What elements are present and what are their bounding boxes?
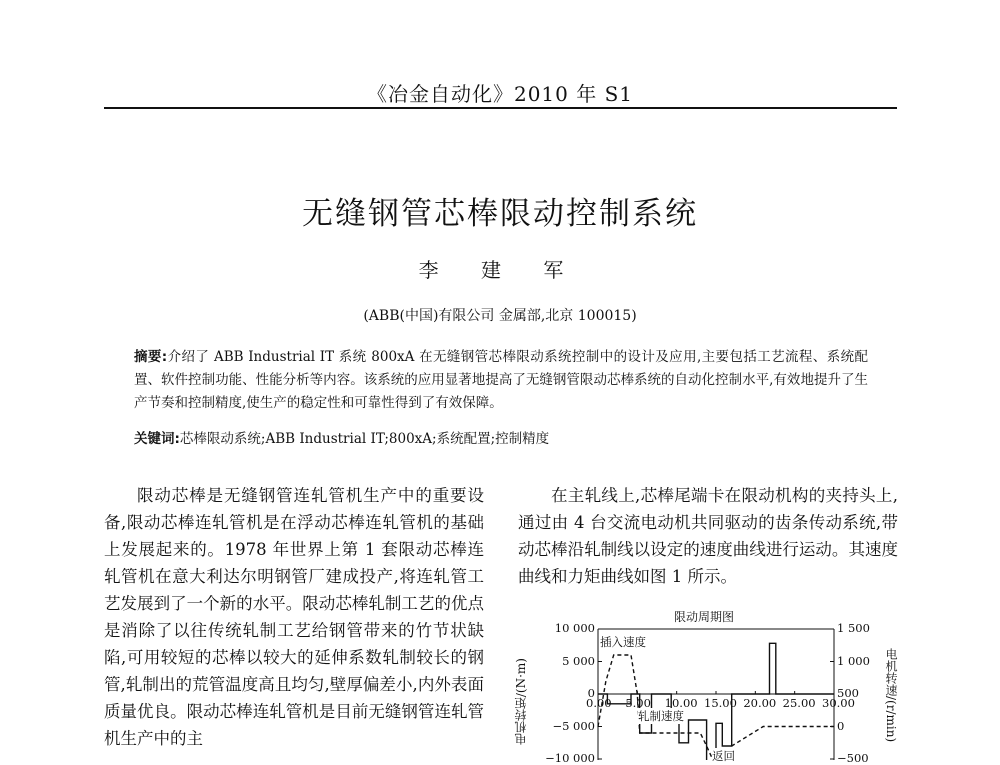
keywords-label: 关键词: [134,431,180,447]
abstract-label: 摘要: [134,349,168,365]
annotation-return: 返回 [712,749,735,763]
x-tick-label: 15.00 [704,696,737,710]
y-left-tick-label: −5 000 [552,718,595,733]
x-tick-label: 20.00 [743,696,777,710]
x-tick-label: 5.00 [625,696,651,710]
keywords-text: 芯棒限动系统;ABB Industrial IT;800xA;系统配置;控制精度 [179,431,550,447]
x-tick-label: 0.00 [586,696,612,710]
abstract-text: 介绍了 ABB Industrial IT 系统 800xA 在无缝钢管芯棒限动系统控制中的设计及应用,主要包括工艺流程、系统配置、软件控制功能、性能分析等内容。该系统的应用显著地提高了无缝钢管限动芯棒系统的自动化控制水平,有效地提升了生产节奏和控制精度,使生产的稳定性和可靠性得到了有效保障。 [134,349,868,411]
y-right-tick-label: 0 [837,718,845,733]
body-right-column [518,482,898,590]
y-left-tick-label: 10 000 [554,621,595,635]
affiliation: (ABB(中国)有限公司 金属部,北京 100015) [363,308,637,324]
y-right-tick-label: 500 [837,686,859,700]
article-title: 无缝钢管芯棒限动控制系统 [302,196,698,232]
body-paragraph: 在主轧线上,芯棒尾端卡在限动机构的夹持头上,通过由 4 台交流电动机共同驱动的齿条传动系统,带动芯棒沿轧制线以设定的速度曲线进行运动。其速度曲线和力矩曲线如图 1 所示。 [518,486,898,586]
y-left-axis-label: 电机转矩/(N·m) [514,658,528,746]
y-left-tick-label: 0 [587,686,595,700]
figure-title: 限动周期图 [673,610,734,624]
body-paragraph: 限动芯棒是无缝钢管连轧管机生产中的重要设备,限动芯棒连轧管机是在浮动芯棒连轧管机的基础上发展起来的。1978 年世界上第 1 套限动芯棒连轧管机在意大利达尔明钢管厂建成投产,将连轧管工艺发展到了一个新的水平。限动芯棒轧制工艺的优点是消除了以往传统轧制工艺给钢管带来的竹节状缺陷,可用较短的芯棒以较大的延伸系数轧制较长的钢管,轧制出的荒管温度高且均匀,壁厚偏差小,内外表面质量优良。限动芯棒连轧管机是目前无缝钢管连轧管机生产中的主 [104,486,484,748]
y-right-tick-label: 1 000 [837,653,870,668]
y-right-tick-label: 1 500 [837,621,870,635]
annotation-insert-speed: 插入速度 [600,635,646,649]
annotation-rolling-speed: 轧制速度 [638,709,684,723]
y-right-tick-label: −500 [837,751,869,765]
abstract [134,346,868,415]
author: 李 建 军 [418,258,582,282]
x-tick-label: 25.00 [782,696,816,710]
y-right-axis-label: 电机转速/(r/min) [884,648,898,743]
header-rule [104,107,897,109]
body-left-column [104,482,484,752]
x-tick-label: 10.00 [664,696,698,710]
keywords [134,428,868,451]
y-left-tick-label: 5 000 [562,653,595,668]
y-left-tick-label: −10 000 [545,751,595,765]
x-tick-label: 30.00 [822,696,855,710]
running-head: 《冶金自动化》2010 年 S1 [366,82,634,106]
figure-1 [508,608,900,765]
